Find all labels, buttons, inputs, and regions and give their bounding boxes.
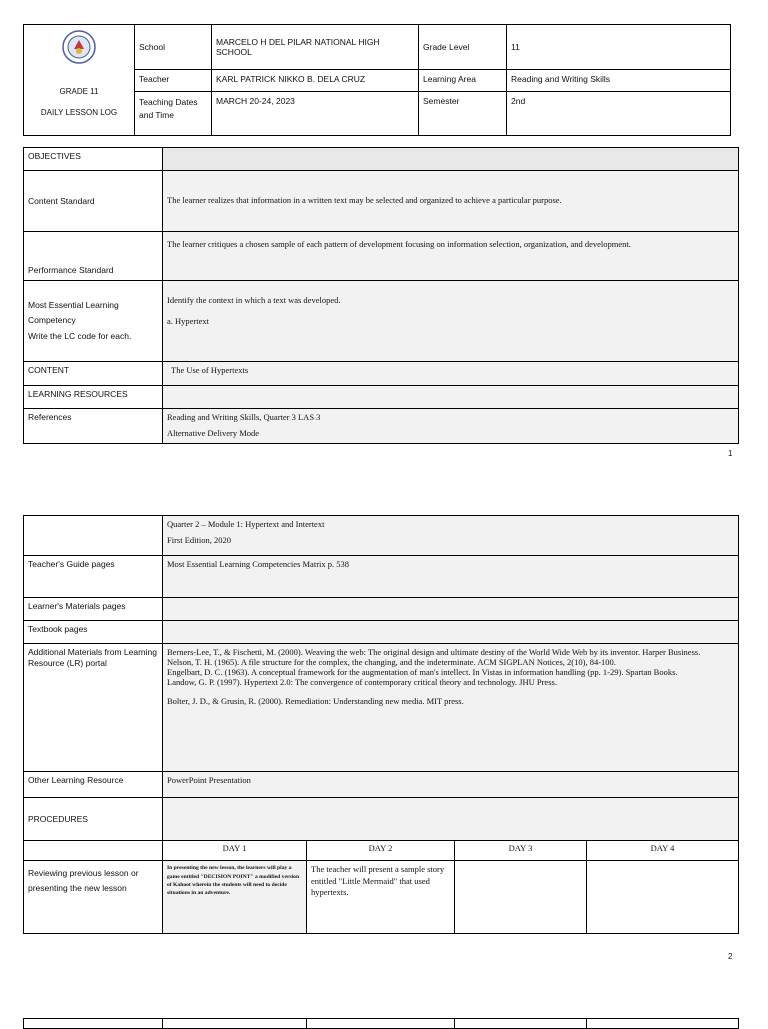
dates-value: MARCH 20-24, 2023 <box>212 92 419 136</box>
teachers-guide-label: Teacher's Guide pages <box>24 556 163 597</box>
textbook-label: Textbook pages <box>24 620 163 643</box>
school-label: School <box>135 25 212 70</box>
ref-line-1: Quarter 2 – Module 1: Hypertext and Intertext <box>167 519 325 529</box>
day-1-review: In presenting the new lesson, the learners will play a game entitled "DECISION POINT" a modified version of Kahoot wherein the students will need to decide situations in an adventure. <box>163 861 307 934</box>
other-resource-label: Other Learning Resource <box>24 771 163 797</box>
learning-resources-value <box>163 386 739 408</box>
review-lesson-label: Reviewing previous lesson or presenting the new lesson <box>24 861 163 934</box>
melc-value-line-1: Identify the context in which a text was developed. <box>167 294 341 305</box>
page-number-2: 2 <box>728 952 733 961</box>
learning-area-label: Learning Area <box>419 70 507 92</box>
objectives-label: OBJECTIVES <box>24 148 163 171</box>
teacher-label: Teacher <box>135 70 212 92</box>
grade-label: GRADE 11 <box>59 87 99 96</box>
semester-value: 2nd <box>507 92 731 136</box>
additional-ref-5: Bolter, J. D., & Grusin, R. (2000). Remediation: Understanding new media. MIT press. <box>167 695 464 706</box>
ref-continued-value <box>163 516 739 556</box>
additional-materials-label: Additional Materials from Learning Resource (LR) portal <box>24 643 163 771</box>
additional-ref-3: Engelbart, D. C. (1963). A conceptual framework for the augmentation of man's intellect. In Vistas in information handling (pp. 1-29). Spartan Books. <box>167 667 678 678</box>
days-header-spacer <box>24 841 163 861</box>
additional-ref-1: Berners-Lee, T., & Fischetti, M. (2000). Weaving the web: The original design and ultimate destiny of the World Wide Web by its inventor. Harper Business. <box>167 646 701 657</box>
additional-ref-2: Nelson, T. H. (1965). A file structure for the complex, the changing, and the indeterminate. ACM SIGPLAN Notices, 2(10), 84-100. <box>167 657 616 668</box>
header-table <box>23 24 731 136</box>
content-standard-label: Content Standard <box>24 171 163 232</box>
teacher-value: KARL PATRICK NIKKO B. DELA CRUZ <box>212 70 419 92</box>
page-number-1: 1 <box>728 449 733 458</box>
additional-materials-value <box>163 643 739 771</box>
melc-value-line-2: a. Hypertext <box>167 316 210 327</box>
references-line-1: Reading and Writing Skills, Quarter 3 LAS 3 <box>167 411 321 422</box>
objectives-value <box>163 148 739 171</box>
deped-seal-icon <box>61 29 97 65</box>
performance-standard-label: Performance Standard <box>24 232 163 281</box>
content-label: CONTENT <box>24 361 163 385</box>
procedures-value <box>163 797 739 840</box>
content-value: The Use of Hypertexts <box>163 361 739 385</box>
content-standard-value: The learner realizes that information in a written text may be selected and organized to achieve a particular purpose. <box>163 171 739 232</box>
references-value <box>163 408 739 443</box>
day-1-header: DAY 1 <box>163 841 307 861</box>
additional-ref-4: Landow, G. P. (1997). Hypertext 2.0: The convergence of contemporary critical theory and technology. JHU Press. <box>167 677 557 688</box>
learners-materials-label: Learner's Materials pages <box>24 597 163 620</box>
references-line-2: Alternative Delivery Mode <box>167 428 260 438</box>
references-label: References <box>24 408 163 443</box>
day-3-review <box>455 861 587 934</box>
dates-label: Teaching Dates and Time <box>135 92 212 136</box>
teachers-guide-value: Most Essential Learning Competencies Matrix p. 538 <box>163 556 739 597</box>
semester-label: Semester <box>419 92 507 136</box>
ref-line-2: First Edition, 2020 <box>167 535 231 546</box>
school-value: MARCELO H DEL PILAR NATIONAL HIGH SCHOOL <box>212 25 419 70</box>
header-logo-cell <box>24 25 135 136</box>
grade-level-label: Grade Level <box>419 25 507 70</box>
day-2-header: DAY 2 <box>307 841 455 861</box>
textbook-value <box>163 620 739 643</box>
performance-standard-value: The learner critiques a chosen sample of each pattern of development focusing on information selection, organization, and development. <box>163 232 739 281</box>
melc-label <box>24 280 163 361</box>
other-resource-value: PowerPoint Presentation <box>163 771 739 797</box>
learning-resources-label: LEARNING RESOURCES <box>24 386 163 408</box>
log-title: DAILY LESSON LOG <box>40 108 118 117</box>
day-3-header: DAY 3 <box>455 841 587 861</box>
day-4-header: DAY 4 <box>587 841 739 861</box>
page1-table <box>23 147 739 444</box>
melc-label-line-2: Write the LC code for each. <box>28 330 132 341</box>
grade-level-value: 11 <box>507 25 731 70</box>
ref-continued-label <box>24 516 163 556</box>
day-2-review: The teacher will present a sample story entitled "Little Mermaid" that used hypertexts. <box>307 861 455 934</box>
day-4-review <box>587 861 739 934</box>
learners-materials-value <box>163 597 739 620</box>
page2-table <box>23 515 739 934</box>
melc-value <box>163 280 739 361</box>
learning-area-value: Reading and Writing Skills <box>507 70 731 92</box>
melc-label-line-1: Most Essential Learning Competency <box>28 299 119 326</box>
procedures-label: PROCEDURES <box>24 797 163 840</box>
